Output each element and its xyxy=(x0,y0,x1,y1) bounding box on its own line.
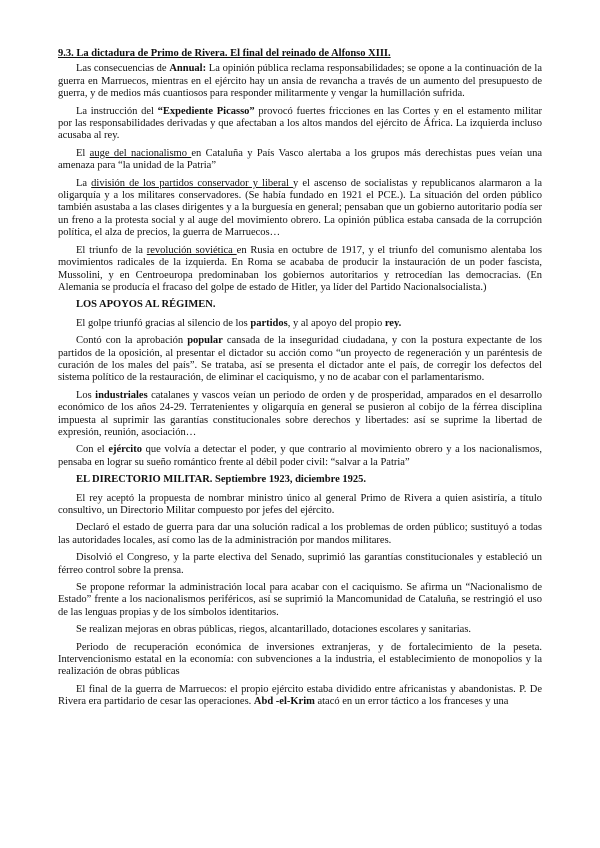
paragraph-partidos: La división de los partidos conservador y liberal y el ascenso de socialistas y republicanos alarmaron a la oligarquía y a los militares conservadores. (Se había fundado en 1921 el PCE.). La situación del orden público también asustaba a las clases dirigentes y a la burguesía en general; pensaban que un gobierno autoritario podía ser un freno a la protesta social y al auge del movimiento obrero. La opinión pública estaba cansada de la corrupción política, el alza de precios, la guerra de Marruecos… xyxy=(58,177,542,239)
paragraph-revolucion: El triunfo de la revolución soviética en Rusia en octubre de 1917, y el triunfo del comunismo alentaba los movimientos radicales de la izquierda. En Roma se acababa de producir la instauración de un poder fascista, Mussolini, y en Centroeuropa predominaban los gobiernos autoritarios y retrocedían las democracias. (En Alemania se producía el fracaso del golpe de estado de Hitler, ya líder del Partido Nacionalsocialista.) xyxy=(58,244,542,293)
paragraph-popular: Contó con la aprobación popular cansada de la inseguridad ciudadana, y con la postura expectante de los partidos de la oposición, al presentar el dictador su acción como “un proyecto de regeneración y un paréntesis de curación de los males del país”. Se trataba, así se presenta el dictador ante el país, de corregir los defectos del sistema político de la restauración, de eliminar el caciquismo, y no de acabar con el parlamentarismo. xyxy=(58,335,542,384)
paragraph-ministro-unico: El rey aceptó la propuesta de nombrar ministro único al general Primo de Rivera a quien asistiría, a título consultivo, un Directorio Militar compuesto por jefes del ejército. xyxy=(58,492,542,516)
paragraph-ejercito: Con el ejército que volvía a detectar el poder, y que contrario al movimiento obrero y a los nacionalismos, pensaba en lograr su sueño romántico frente al débil poder civil: “salvar a la Patria” xyxy=(58,444,542,468)
paragraph-marruecos: El final de la guerra de Marruecos: el propio ejército estaba dividido entre africanistas y abandonistas. P. De Rivera era partidario de cesar las operaciones. Abd -el-Krim atacó en un error táctico a los franceses y una xyxy=(58,683,542,708)
paragraph-estado-guerra: Declaró el estado de guerra para dar una solución radical a los problemas de orden público; sustituyó a todas las autoridades locales, así como las de la administración por mandos militares. xyxy=(58,522,542,546)
heading-apoyos: LOS APOYOS AL RÉGIMEN. xyxy=(76,299,216,311)
paragraph-annual: Las consecuencias de Annual: La opinión pública reclama responsabilidades; se opone a la continuación de la guerra en Marruecos, mientras en el ejército hay un ansia de revancha a través de un aumento del presupuesto de guerra, y de medios más cuantiosos para responder militarmente y vengar la humillación sufrida. xyxy=(58,63,543,100)
section-title: 9.3. La dictadura de Primo de Rivera. El final del reinado de Alfonso XIII. xyxy=(58,48,391,59)
paragraph-administracion: Se propone reformar la administración local para acabar con el caciquismo. Se afirma un “Nacionalismo de Estado” frente a los nacionalismos periféricos, así se suprimió la Mancomunidad de Cataluña, se restringió el uso de las lenguas propias y de los símbolos identitarios. xyxy=(58,582,542,618)
paragraph-nacionalismo: El auge del nacionalismo en Cataluña y País Vasco alertaba a los grupos más derechistas pues veían una amenaza para “la unidad de la Patria” xyxy=(58,147,542,172)
paragraph-industriales: Los industriales catalanes y vascos veían un periodo de orden y de prosperidad, amparados en el desarrollo económico de los años 24-29. Terratenientes y oligarquía en general se pusieron al cobijo de la férrea disciplina impuesta al suprimir las garantías constitucionales sobre derechos y libertades: así se suprime la libertad de expresión, reunión, asociación… xyxy=(58,389,543,438)
paragraph-congreso: Disolvió el Congreso, y la parte electiva del Senado, suprimió las garantías constitucionales y estableció un férreo control sobre la prensa. xyxy=(58,552,542,576)
paragraph-expediente-picasso: La instrucción del “Expediente Picasso” provocó fuertes fricciones en las Cortes y en el estamento militar por las responsabilidades derivadas y que afectaban a los altos mandos del ejército de África. La izquierda incluso acusaba al rey. xyxy=(58,105,542,142)
paragraph-obras: Se realizan mejoras en obras públicas, riegos, alcantarillado, dotaciones escolares y sanitarias. xyxy=(76,624,472,636)
paragraph-economia: Periodo de recuperación económica de inversiones extranjeras, y de fortalecimiento de la peseta. Intervencionismo estatal en la economía: con subvenciones a la industria, el establecimiento de monopolios y la realización de obras públicas xyxy=(58,641,542,678)
heading-directorio: EL DIRECTORIO MILITAR. Septiembre 1923, diciembre 1925. xyxy=(76,474,367,486)
paragraph-golpe: El golpe triunfó gracias al silencio de los partidos, y al apoyo del propio rey. xyxy=(76,317,402,329)
